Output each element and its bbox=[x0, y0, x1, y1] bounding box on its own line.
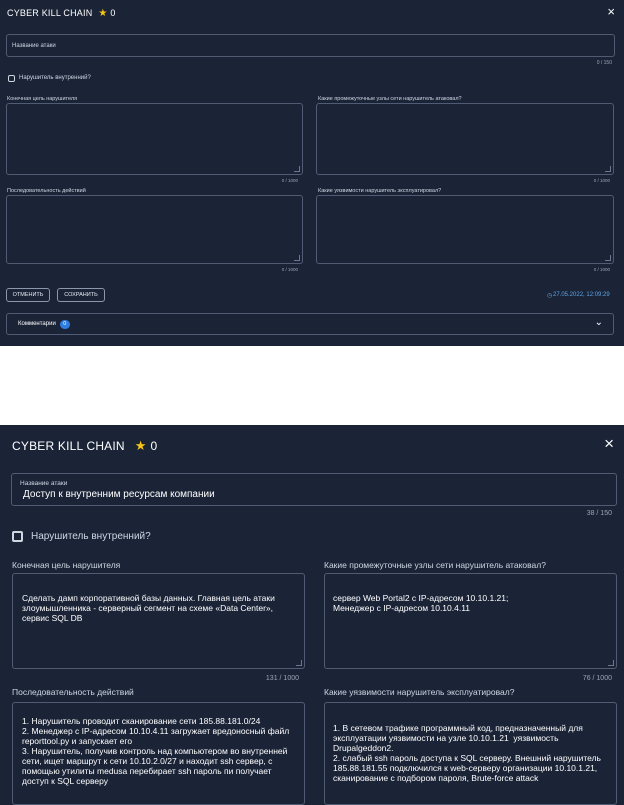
nodes-textarea[interactable] bbox=[316, 103, 614, 175]
goal-label: Конечная цель нарушителя bbox=[12, 560, 121, 570]
dialog-title: CYBER KILL CHAIN bbox=[12, 439, 125, 453]
attack-name-field[interactable] bbox=[11, 473, 617, 506]
dialog-header bbox=[7, 6, 624, 20]
sequence-counter: 0 / 1000 bbox=[281, 267, 298, 272]
attack-name-field[interactable] bbox=[6, 34, 615, 57]
clock-icon: ◷ bbox=[547, 293, 553, 299]
vulnerabilities-label: Какие уязвимости нарушитель эксплуатировал? bbox=[324, 687, 515, 697]
goal-counter: 0 / 1000 bbox=[281, 178, 298, 183]
internal-checkbox[interactable] bbox=[8, 75, 15, 82]
internal-checkbox[interactable] bbox=[12, 531, 23, 542]
goal-textarea[interactable] bbox=[6, 103, 303, 175]
nodes-label: Какие промежуточные узлы сети нарушитель атаковал? bbox=[318, 96, 462, 102]
kill-chain-dialog-filled bbox=[0, 425, 624, 805]
comments-label: Комментарии bbox=[18, 321, 56, 327]
chevron-down-icon[interactable]: ⌄ bbox=[594, 317, 603, 328]
vulnerabilities-textarea[interactable] bbox=[316, 195, 614, 264]
resize-handle[interactable] bbox=[294, 166, 300, 172]
vulnerabilities-text: 1. В сетевом трафике программный код, предназначенный для эксплуатации уязвимости на узле 10.10.1.21 уязвимость Drupalgeddon2. 2. слабый ssh пароль доступа к SQL серверу. Внешний нарушитель 185.88.181.55 подключился к web-серверу организации 10.10.1.21, сканирование с подбором пароля, Brute-force attack bbox=[333, 723, 601, 783]
dialog-title: CYBER KILL CHAIN bbox=[7, 8, 93, 18]
resize-handle[interactable] bbox=[296, 660, 302, 666]
nodes-counter: 0 / 1000 bbox=[593, 178, 610, 183]
vulnerabilities-label: Какие уязвимости нарушитель эксплуатировал? bbox=[318, 188, 442, 194]
kill-chain-dialog-empty bbox=[0, 0, 624, 346]
attack-name-value: Доступ к внутренним ресурсам компании bbox=[23, 489, 215, 500]
resize-handle[interactable] bbox=[294, 255, 300, 261]
timestamp: 27.05.2022, 12:09:29 bbox=[553, 292, 610, 298]
internal-checkbox-label: Нарушитель внутренний? bbox=[19, 75, 91, 81]
sequence-textarea[interactable] bbox=[6, 195, 303, 264]
sequence-label: Последовательность действий bbox=[12, 687, 134, 697]
comments-count-badge: 0 bbox=[60, 320, 70, 329]
resize-handle[interactable] bbox=[605, 255, 611, 261]
star-count: 0 bbox=[110, 8, 116, 18]
attack-name-placeholder: Название атаки bbox=[12, 43, 56, 49]
nodes-textarea[interactable] bbox=[324, 573, 617, 669]
goal-text: Сделать дамп корпоративной базы данных. Главная цель атаки злоумышленника - серверный сегмент на схеме «Data Center», сервис SQL DB bbox=[22, 593, 278, 623]
nodes-counter: 76 / 1000 bbox=[582, 675, 612, 682]
star-icon[interactable]: ★ bbox=[98, 7, 108, 19]
goal-textarea[interactable] bbox=[12, 573, 305, 669]
resize-handle[interactable] bbox=[608, 660, 614, 666]
vulnerabilities-textarea[interactable] bbox=[324, 702, 617, 805]
internal-checkbox-label: Нарушитель внутренний? bbox=[31, 531, 151, 542]
close-icon[interactable]: × bbox=[607, 4, 615, 19]
close-icon[interactable]: × bbox=[604, 434, 614, 453]
sequence-text: 1. Нарушитель проводит сканирование сети 185.88.181.0/24 2. Менеджер с IP-адресом 10.10.4.11 загружает вредоносный файл reporttool.py и запускает его 3. Нарушитель, получив контроль над компьютером во внутренней сети, ищет маршрут к сети 10.10.2.0/27 и находит ssh сервер, с помощью утилиты medusa перебирает ssh пароль пи получает доступ к SQL серверу bbox=[22, 716, 290, 786]
attack-name-label: Название атаки bbox=[20, 480, 68, 487]
comments-accordion[interactable] bbox=[6, 313, 614, 335]
sequence-label: Последовательность действий bbox=[7, 188, 86, 194]
attack-name-counter: 0 / 150 bbox=[596, 60, 612, 66]
goal-label: Конечная цель нарушителя bbox=[7, 96, 78, 102]
save-button[interactable]: СОХРАНИТЬ bbox=[57, 288, 105, 302]
star-count: 0 bbox=[150, 439, 158, 453]
nodes-text: сервер Web Portal2 с IP-адресом 10.10.1.21; Менеджер с IP-адресом 10.10.4.11 bbox=[333, 593, 509, 613]
cancel-button[interactable]: ОТМЕНИТЬ bbox=[6, 288, 50, 302]
goal-counter: 131 / 1000 bbox=[265, 675, 299, 682]
vulnerabilities-counter: 0 / 1000 bbox=[593, 267, 610, 272]
dialog-header bbox=[12, 437, 624, 455]
resize-handle[interactable] bbox=[605, 166, 611, 172]
nodes-label: Какие промежуточные узлы сети нарушитель атаковал? bbox=[324, 560, 546, 570]
star-icon[interactable]: ★ bbox=[134, 438, 147, 453]
sequence-textarea[interactable] bbox=[12, 702, 305, 805]
attack-name-counter: 38 / 150 bbox=[586, 510, 612, 517]
